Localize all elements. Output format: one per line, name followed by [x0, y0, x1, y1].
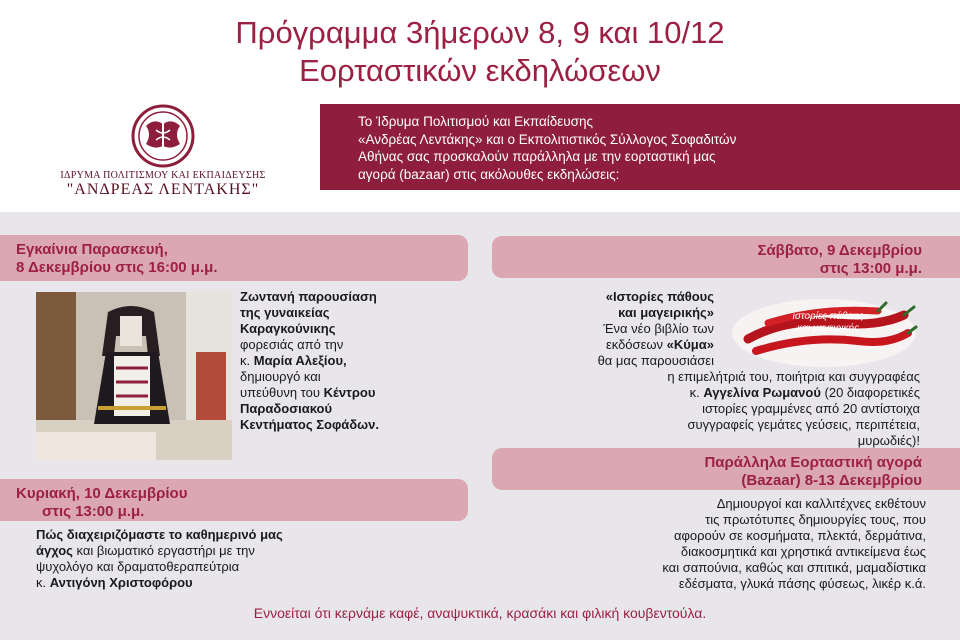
presenter-name: Μαρία Αλεξίου, — [253, 353, 347, 368]
saturday-text-line: ιστορίες γραμμένες από 20 αντίστοιχα — [702, 401, 920, 416]
friday-text-bold: Κέντρου — [323, 385, 376, 400]
book-cover-title-line: και μαγειρικής — [797, 323, 859, 334]
saturday-text-prefix: κ. — [689, 385, 704, 400]
friday-text-line: δημιουργό και — [240, 369, 321, 384]
emblem-icon — [116, 104, 210, 168]
bazaar-heading-line-1: Παράλληλα Εορταστική αγορά — [704, 454, 922, 471]
friday-text-line: Καραγκούνικης — [240, 321, 336, 336]
saturday-heading-line-2: στις 13:00 μ.μ. — [819, 260, 922, 277]
sunday-text-line — [36, 575, 456, 591]
intro-line: Αθήνας σας προσκαλούν παράλληλα με την εορταστική μας — [358, 149, 716, 164]
presenter-name: Αγγελίνα Ρωμανού — [703, 385, 821, 400]
logo-text-line-1: ΙΔΡΥΜΑ ΠΟΛΙΤΙΣΜΟΥ ΚΑΙ ΕΚΠΑΙΔΕΥΣΗΣ — [60, 170, 266, 181]
saturday-description — [440, 369, 920, 449]
title-line-1: Πρόγραμμα 3ήμερων 8, 9 και 10/12 — [235, 15, 725, 50]
intro-line: «Ανδρέας Λεντάκης» και ο Εκπολιτιστικός Σύλλογος Σοφαδιτών — [358, 131, 737, 147]
footer-note: Εννοείται ότι κερνάμε καφέ, αναψυκτικά, κρασάκι και φιλική κουβεντούλα. — [253, 605, 707, 621]
saturday-text-rest: (20 διαφορετικές — [820, 385, 920, 400]
intro-line: Το Ίδρυμα Πολιτισμού και Εκπαίδευσης — [358, 114, 594, 129]
saturday-text-line: η επιμελήτριά του, ποιήτρια και συγγραφέας — [667, 369, 920, 384]
saturday-text-line: Ένα νέο βιβλίο των — [603, 321, 714, 336]
saturday-text-line — [440, 385, 920, 401]
saturday-text-line: συγγραφείς γεμάτες γεύσεις, περιπέτεια, — [687, 417, 920, 432]
bazaar-text-line: και σαπούνια, καθώς και σπιτικά, μαμαδίστικα — [662, 560, 926, 575]
bazaar-text-line: αφορούν σε κοσμήματα, πλεκτά, δερμάτινα, — [673, 528, 926, 543]
friday-text-line: της γυναικείας — [240, 305, 330, 320]
intro-box — [320, 104, 960, 190]
friday-text-line — [240, 353, 476, 369]
sunday-text-line: ψυχολόγο και δραματοθεραπεύτρια — [36, 559, 240, 574]
saturday-heading — [492, 236, 960, 278]
book-cover-title-line: ιστορίες πάθους — [792, 311, 864, 322]
sunday-heading-line-1: Κυριακή, 10 Δεκεμβρίου — [16, 485, 188, 502]
bazaar-heading — [492, 448, 960, 490]
sunday-text-bold: άγχος — [36, 543, 73, 558]
sunday-text-line: Πώς διαχειριζόμαστε το καθημερινό μας — [36, 527, 283, 542]
sunday-text-rest: και βιωματικό εργαστήρι με την — [72, 543, 255, 558]
costume-photo — [36, 292, 232, 460]
friday-text-line: Κεντήματος Σοφάδων. — [240, 417, 379, 432]
bazaar-text-line: εδέσματα, γλυκά πάσης φύσεως, λικέρ κ.ά. — [678, 576, 926, 591]
bazaar-text-line: διακοσμητικά και χρηστικά αντικείμενα έως — [680, 544, 926, 559]
book-cover-title — [768, 311, 888, 335]
saturday-text-line: και μαγειρικής» — [618, 305, 714, 320]
friday-text-line: Ζωντανή παρουσίαση — [240, 289, 377, 304]
friday-heading — [0, 235, 468, 281]
bazaar-text-line: Δημιουργοί και καλλιτέχνες εκθέτουν — [716, 496, 926, 511]
friday-text-line: φορεσιάς από την — [240, 337, 344, 352]
page-title — [0, 14, 960, 90]
costume-image — [36, 292, 232, 460]
sunday-text-prefix: κ. — [36, 575, 50, 590]
saturday-heading-line-1: Σάββατο, 9 Δεκεμβρίου — [757, 242, 922, 259]
friday-text-prefix: υπεύθυνη του — [240, 385, 324, 400]
sunday-heading — [0, 479, 468, 521]
saturday-text-line: «Ιστορίες πάθους — [605, 289, 714, 304]
intro-line: αγορά (bazaar) στις ακόλουθες εκδηλώσεις: — [358, 166, 620, 182]
bazaar-text-line: τις πρωτότυπες δημιουργίες τους, που — [705, 512, 926, 527]
bazaar-description — [460, 496, 926, 592]
bazaar-heading-line-2: (Bazaar) 8-13 Δεκεμβρίου — [741, 472, 922, 489]
saturday-intro — [492, 289, 714, 369]
publisher-name: «Κύμα» — [666, 337, 714, 352]
friday-text-line: Παραδοσιακού — [240, 401, 333, 416]
saturday-text-line: θα μας παρουσιάσει — [597, 353, 714, 368]
title-line-2: Εορταστικών εκδηλώσεων — [299, 53, 661, 88]
sunday-text-line — [36, 543, 456, 559]
logo-text-line-2: "ΑΝΔΡΕΑΣ ΛΕΝΤΑΚΗΣ" — [66, 181, 260, 198]
foundation-logo — [28, 104, 298, 204]
sunday-heading-line-2: στις 13:00 μ.μ. — [42, 503, 145, 520]
saturday-text-line: μυρωδιές)! — [857, 433, 920, 448]
saturday-text-line — [492, 337, 714, 353]
friday-heading-line-2: 8 Δεκεμβρίου στις 16:00 μ.μ. — [16, 259, 218, 276]
saturday-text-prefix: εκδόσεων — [605, 337, 667, 352]
sunday-description — [36, 527, 456, 591]
friday-text-prefix: κ. — [240, 353, 254, 368]
presenter-name: Αντιγόνη Χριστοφόρου — [49, 575, 193, 590]
book-cover-image — [728, 293, 920, 371]
friday-heading-line-1: Εγκαίνια Παρασκευή, — [16, 241, 168, 258]
